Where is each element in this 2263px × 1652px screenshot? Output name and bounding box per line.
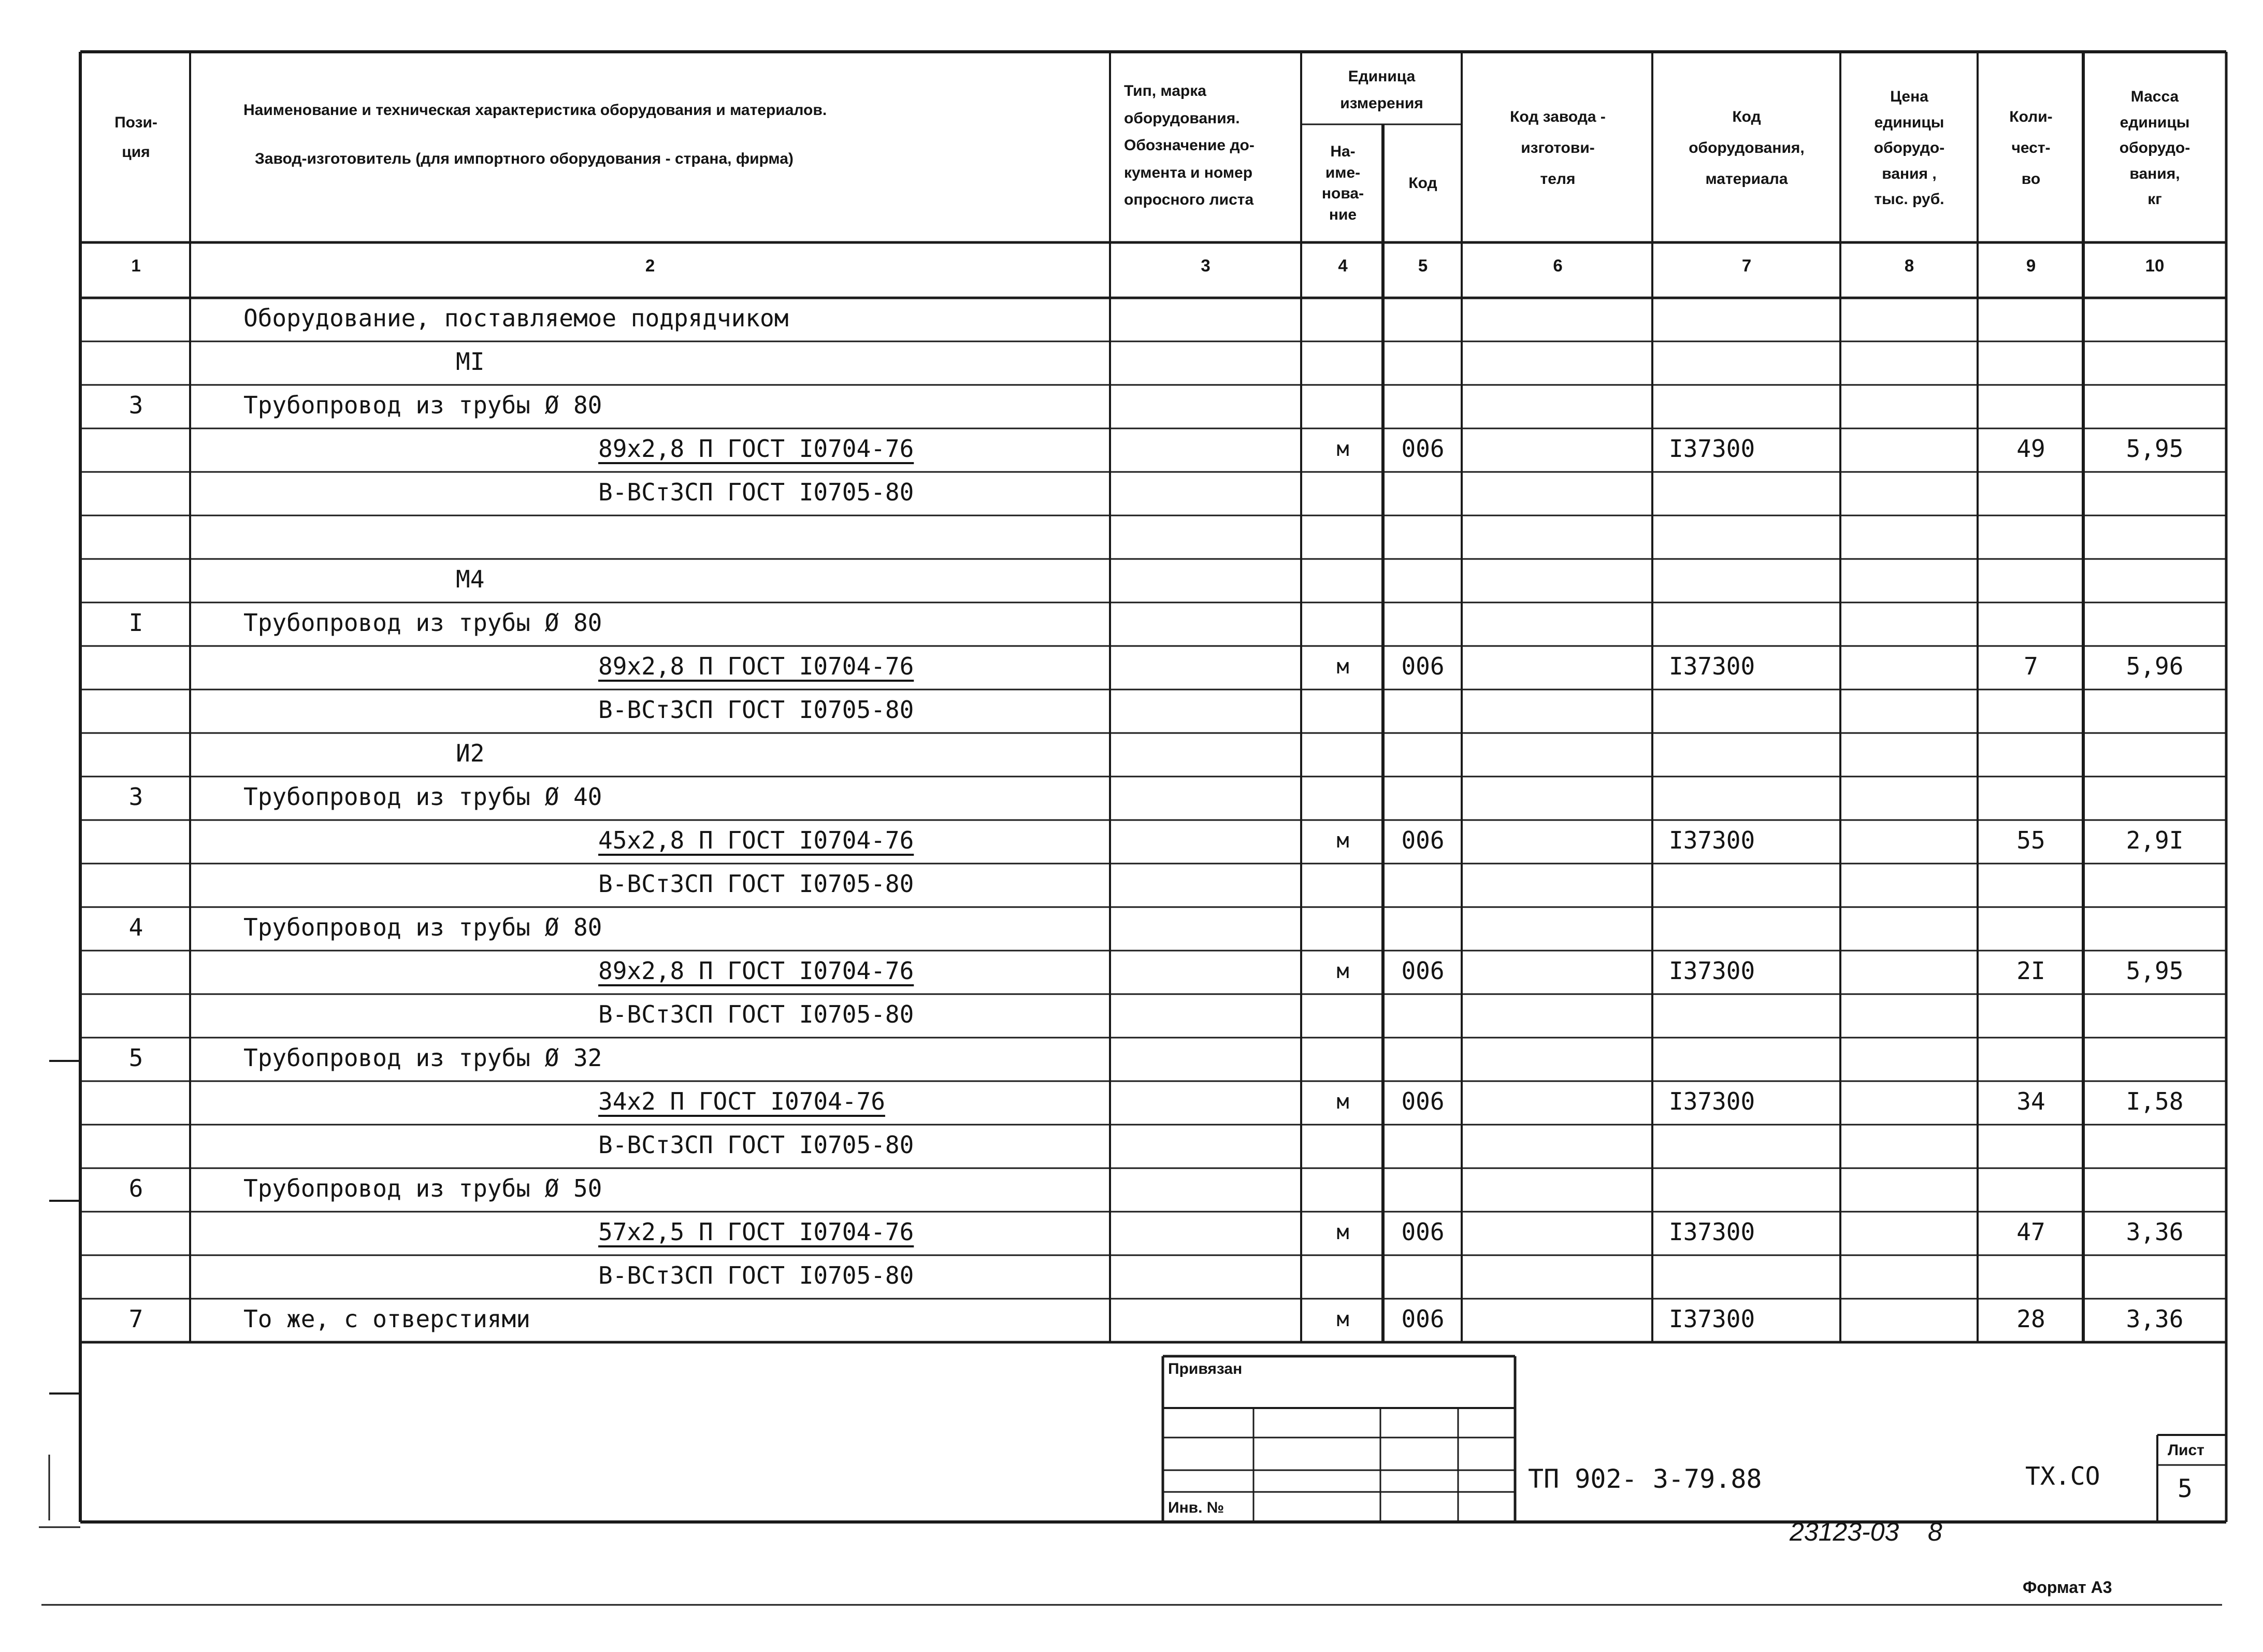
quantity-cell: 47 [2016,1218,2045,1246]
stamp-mark: ТХ.СО [2025,1462,2100,1491]
unit-mass-cell: 5,95 [2126,957,2184,985]
colnum-5: 5 [1418,256,1428,275]
group-label: И2 [456,739,485,767]
header-unit-price: Цена единицы оборудо- вания , тыс. руб. [1873,88,1945,208]
row-position: 4 [128,913,143,941]
header-equipment-code: Код оборудования, материала [1689,108,1805,188]
row-position: 5 [128,1044,143,1072]
item-description: 89х2,8 П ГОСТ I0704-76 [598,652,914,680]
row-position: 3 [128,391,143,419]
unit-name-cell: м [1336,1090,1349,1114]
item-description: В-ВСт3СП ГОСТ I0705-80 [598,870,914,898]
header-unit-code: Код [1408,174,1437,192]
row-position: 7 [128,1305,143,1333]
unit-code-cell: 006 [1401,652,1445,680]
unit-code-cell: 006 [1401,826,1445,854]
unit-mass-cell: 3,36 [2126,1218,2184,1246]
item-description: Трубопровод из трубы Ø 80 [243,609,602,637]
unit-mass-cell: 5,96 [2126,652,2184,680]
item-description: 57х2,5 П ГОСТ I0704-76 [598,1218,914,1246]
unit-name-cell: м [1336,829,1349,853]
item-description: Трубопровод из трубы Ø 80 [243,391,602,419]
item-description: В-ВСт3СП ГОСТ I0705-80 [598,696,914,724]
group-label: М4 [456,565,485,593]
item-description: То же, с отверстиями [243,1305,530,1333]
colnum-7: 7 [1741,256,1752,275]
quantity-cell: 49 [2016,435,2045,463]
unit-code-cell: 006 [1401,1087,1445,1115]
header-unit-mass: Масса единицы оборудо- вания, кг [2119,88,2190,208]
item-description: В-ВСт3СП ГОСТ I0705-80 [598,1000,914,1028]
stamp-inventory-label: Инв. № [1168,1499,1224,1516]
item-description: 89х2,8 П ГОСТ I0704-76 [598,435,914,463]
row-position: 3 [128,783,143,811]
colnum-8: 8 [1904,256,1914,275]
quantity-cell: 2I [2016,957,2045,985]
item-description: В-ВСт3СП ГОСТ I0705-80 [598,1131,914,1159]
item-description: Трубопровод из трубы Ø 40 [243,783,602,811]
item-description: В-ВСт3СП ГОСТ I0705-80 [598,478,914,506]
colnum-9: 9 [2026,256,2036,275]
row-position: I [128,609,143,637]
unit-name-cell: м [1336,437,1349,461]
unit-name-cell: м [1336,655,1349,679]
header-quantity: Коли- чест- во [2009,108,2053,188]
item-description: 45х2,8 П ГОСТ I0704-76 [598,826,914,854]
stamp-sheet-label: Лист [2168,1442,2204,1459]
item-description: 89х2,8 П ГОСТ I0704-76 [598,957,914,985]
equipment-code-cell: I37300 [1669,957,1755,985]
colnum-6: 6 [1553,256,1563,275]
equipment-code-cell: I37300 [1669,1305,1755,1333]
header-unit-name: На- име- нова- ние [1321,143,1364,223]
stamp-sheet-number: 5 [2178,1474,2193,1503]
item-description: Трубопровод из трубы Ø 80 [243,913,602,941]
unit-code-cell: 006 [1401,1305,1445,1333]
unit-mass-cell: 3,36 [2126,1305,2184,1333]
section-title: Оборудование, поставляемое подрядчиком [243,304,789,332]
unit-name-cell: м [1336,959,1349,983]
colnum-3: 3 [1201,256,1210,275]
quantity-cell: 7 [2024,652,2038,680]
header-name-line1: Наименование и техническая характеристика оборудования и материалов. [243,102,827,119]
colnum-1: 1 [131,256,141,275]
stamp-linked-label: Привязан [1168,1360,1243,1377]
unit-mass-cell: 2,9I [2126,826,2184,854]
handwritten-archive-number: 23123-03 8 [1790,1517,1942,1546]
header-name-line2: Завод-изготовитель (для импортного оборудования - страна, фирма) [255,150,794,167]
unit-mass-cell: 5,95 [2126,435,2184,463]
unit-code-cell: 006 [1401,1218,1445,1246]
row-position: 6 [128,1174,143,1202]
item-description: В-ВСт3СП ГОСТ I0705-80 [598,1261,914,1289]
quantity-cell: 34 [2016,1087,2045,1115]
unit-code-cell: 006 [1401,957,1445,985]
unit-name-cell: м [1336,1220,1349,1244]
colnum-10: 10 [2145,256,2165,275]
unit-code-cell: 006 [1401,435,1445,463]
group-label: МI [456,348,485,376]
colnum-2: 2 [645,256,655,275]
item-description: 34х2 П ГОСТ I0704-76 [598,1087,885,1115]
equipment-code-cell: I37300 [1669,435,1755,463]
quantity-cell: 28 [2016,1305,2045,1333]
colnum-4: 4 [1338,256,1348,275]
unit-name-cell: м [1336,1308,1349,1331]
header-factory-code: Код завода - изготови- теля [1510,108,1606,188]
stamp-document-code: ТП 902- 3-79.88 [1528,1464,1762,1494]
format-label: Формат А3 [2023,1578,2112,1597]
item-description: Трубопровод из трубы Ø 32 [243,1044,602,1072]
item-description: Трубопровод из трубы Ø 50 [243,1174,602,1202]
header-position: Пози- ция [114,114,157,161]
unit-mass-cell: I,58 [2126,1087,2184,1115]
equipment-code-cell: I37300 [1669,652,1755,680]
equipment-code-cell: I37300 [1669,826,1755,854]
equipment-code-cell: I37300 [1669,1087,1755,1115]
header-type: Тип, марка оборудования. Обозначение до- кумента и номер опросного листа [1124,82,1255,208]
header-unit-group: Единица измерения [1340,67,1423,112]
equipment-code-cell: I37300 [1669,1218,1755,1246]
quantity-cell: 55 [2016,826,2045,854]
